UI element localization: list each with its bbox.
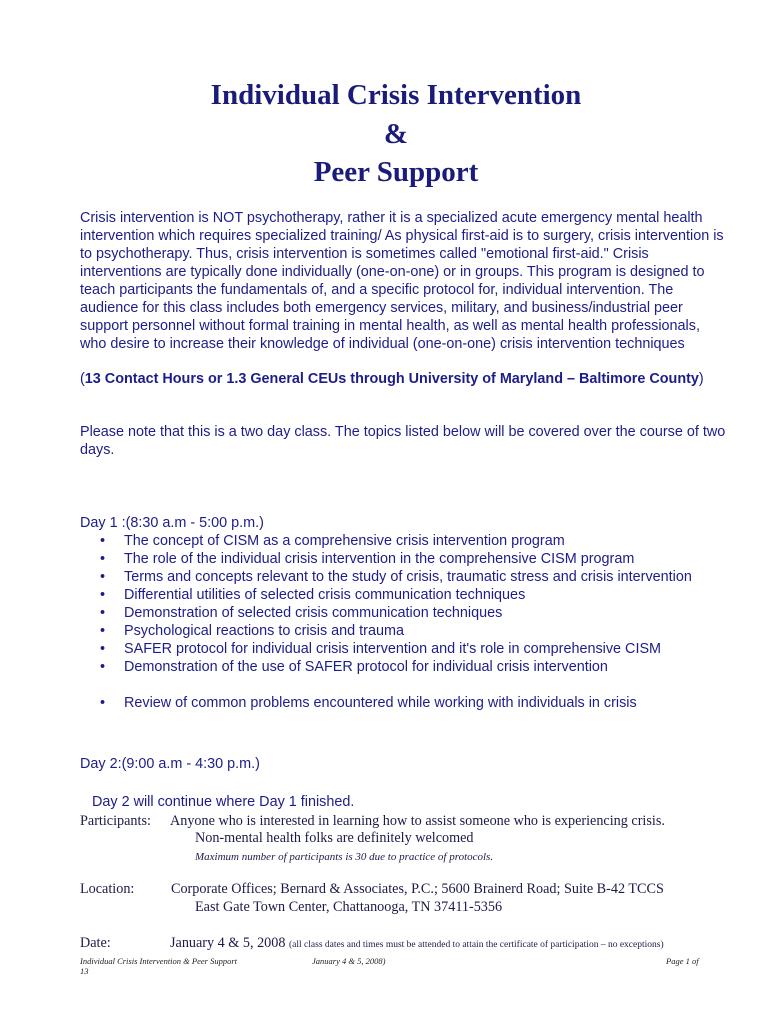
footer-page-total: 13 [80,966,89,976]
title-ampersand: & [383,118,409,150]
location-label: Location: [80,881,135,897]
title-line-3: Peer Support [313,156,479,188]
bullet-icon: • [100,605,106,621]
participants-label: Participants: [80,813,151,829]
list-item [80,604,700,622]
footer-title: Individual Crisis Intervention & Peer Support [80,956,237,966]
location-line-1: Corporate Offices; Bernard & Associates, P.C.; 5600 Brainerd Road; Suite B-42 TCCS [171,881,664,897]
ceu-text: 13 Contact Hours or 1.3 General CEUs through University of Maryland – Baltimore County [84,371,699,387]
topic-text: The role of the individual crisis intervention in the comprehensive CISM program [124,551,635,567]
topic-text: SAFER protocol for individual crisis intervention and it's role in comprehensive CISM [124,641,662,657]
list-item [80,640,700,658]
list-item [80,550,700,568]
ceu-open-paren: ( [80,371,85,387]
topic-text: Terms and concepts relevant to the study of crisis, traumatic stress and crisis intervention [124,569,692,585]
topic-text: Psychological reactions to crisis and trauma [124,623,404,639]
topic-text: Demonstration of the use of SAFER protocol for individual crisis intervention [124,659,608,675]
bullet-icon: • [100,695,106,711]
participants-note: Maximum number of participants is 30 due to practice of protocols. [195,851,494,863]
bullet-icon: • [100,623,106,639]
ceu-close-paren: ) [698,371,704,387]
day1-heading: Day 1 :(8:30 a.m - 5:00 p.m.) [80,515,264,531]
intro-paragraph: Crisis intervention is NOT psychotherapy, rather it is a specialized acute emergency mental health intervention which requires specialized training/ As physical first-aid is to surgery, crisis intervention is to psychotherapy. Thus, crisis intervention is sometimes called "emotional first-aid." Crisis interventions are typically done individually (one-on-one) or in groups. This program is designed to teach participants the fundamentals of, and a specific protocol for, individual intervention. The audience for this class includes both emergency services, military, and business/industrial peer support personnel without formal training in mental health, as well as mental health professionals, who desire to increase their knowledge of individual (one-on-one) crisis intervention techniques [80,210,724,352]
bullet-icon: • [100,569,106,585]
topic-text: Review of common problems encountered while working with individuals in crisis [124,695,637,711]
list-item [80,586,700,604]
bullet-icon: • [100,641,106,657]
footer-page-number: Page 1 of [666,956,699,966]
bullet-icon: • [100,659,106,675]
bullet-icon: • [100,551,106,567]
bullet-icon: • [100,533,106,549]
topic-text: The concept of CISM as a comprehensive crisis intervention program [124,533,565,549]
topic-text: Differential utilities of selected crisis communication techniques [124,587,526,603]
footer-date: January 4 & 5, 2008) [312,956,386,966]
day2-heading: Day 2:(9:00 a.m - 4:30 p.m.) [80,756,260,772]
list-item [80,532,700,550]
date-label: Date: [80,935,111,951]
bullet-icon: • [100,587,106,603]
participants-line-2: Non-mental health folks are definitely welcomed [195,830,474,846]
topic-text: Demonstration of selected crisis communication techniques [124,605,503,621]
location-line-2: East Gate Town Center, Chattanooga, TN 37411-5356 [195,899,503,915]
two-day-note: Please note that this is a two day class. The topics listed below will be covered over the course of two days. [80,424,726,458]
participants-line-1: Anyone who is interested in learning how to assist someone who is experiencing crisis. [170,813,665,829]
list-item [80,694,700,712]
title-line-1: Individual Crisis Intervention [210,79,582,111]
ceu-note [80,370,730,388]
list-item [80,568,700,586]
date-value-line [170,935,664,954]
day1-topic-list [80,532,700,712]
date-value: January 4 & 5, 2008 [170,935,286,951]
list-item [80,658,700,676]
date-note: (all class dates and times must be attended to attain the certificate of participation – no exceptions) [289,940,664,950]
day2-continue-note: Day 2 will continue where Day 1 finished. [92,794,355,810]
list-item [80,622,700,640]
